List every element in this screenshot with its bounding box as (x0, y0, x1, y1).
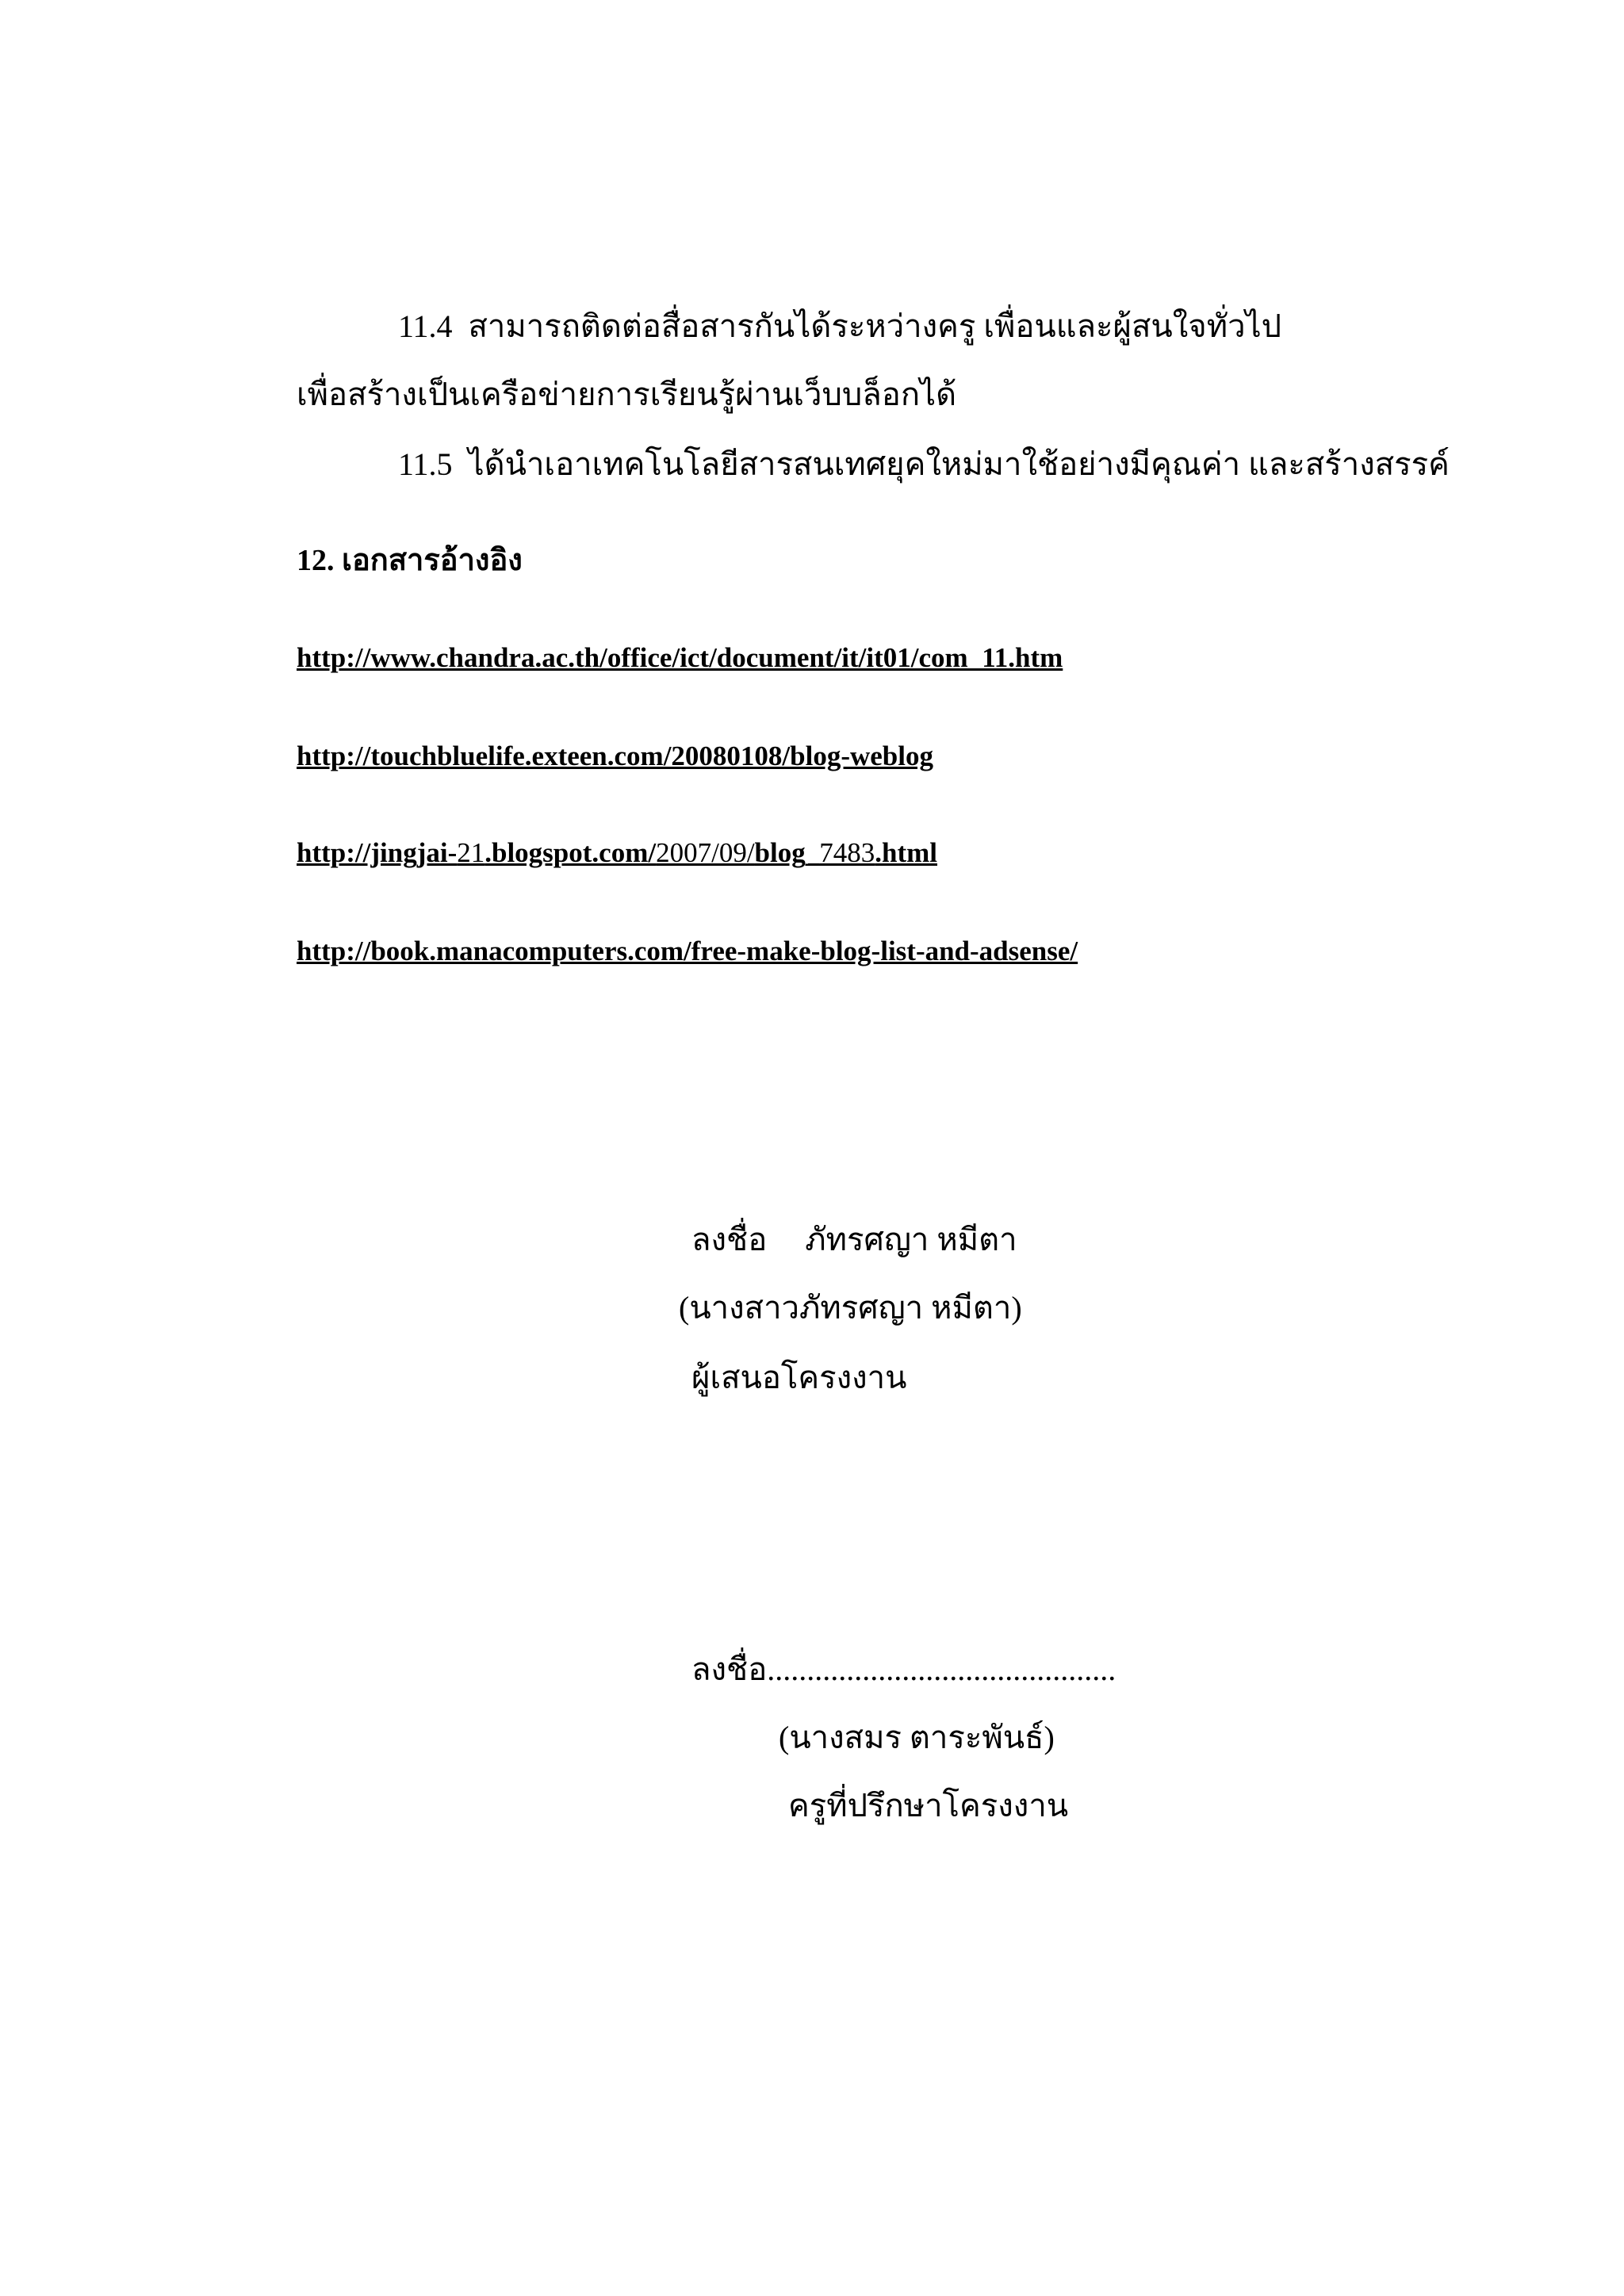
item-11-4-text: สามารถติดต่อสื่อสารกันได้ระหว่างครู เพื่อนและผู้สนใจทั่วไป (468, 308, 1282, 344)
item-11-5 (398, 446, 1450, 482)
reference-link-part: 21 (457, 837, 485, 868)
reference-link-part: .html (875, 837, 937, 868)
reference-link-part: 7483 (819, 837, 875, 868)
reference-link-part: blog_ (754, 837, 820, 868)
proposer-sign-label: ลงชื่อ (691, 1222, 768, 1257)
advisor-full-name: (นางสมร ตาระพันธ์) (779, 1720, 1055, 1755)
proposer-role: ผู้เสนอโครงงาน (691, 1360, 907, 1395)
proposer-full-name: (นางสาวภัทรศญา หมีตา) (679, 1290, 1022, 1326)
advisor-signature-line: ลงชื่อ............................................ (691, 1651, 1116, 1687)
item-11-4-number: 11.4 (398, 308, 453, 344)
reference-link-part: 2007/09/ (656, 837, 755, 868)
references-heading: 12. เอกสารอ้างอิง (297, 544, 523, 577)
reference-link-part: .blogspot.com/ (485, 837, 657, 868)
item-11-5-number: 11.5 (398, 446, 453, 482)
item-11-4-continuation: เพื่อสร้างเป็นเครือข่ายการเรียนรู้ผ่านเว็บบล็อกได้ (297, 377, 957, 412)
proposer-sign-name: ภัทรศญา หมีตา (805, 1222, 1017, 1257)
reference-link[interactable] (297, 839, 937, 867)
item-11-4 (398, 308, 1282, 344)
advisor-role: ครูที่ปรึกษาโครงงาน (788, 1788, 1069, 1823)
reference-link-part: http://jingjai- (297, 837, 458, 868)
reference-link[interactable]: http://touchbluelife.exteen.com/20080108/blog-weblog (297, 740, 934, 771)
proposer-signature-line (691, 1224, 1017, 1256)
item-11-5-text: ได้นำเอาเทคโนโลยีสารสนเทศยุคใหม่มาใช้อย่างมีคุณค่า และสร้างสรรค์ (468, 446, 1450, 482)
reference-link[interactable]: http://www.chandra.ac.th/office/ict/document/it/it01/com_11.htm (297, 642, 1063, 673)
reference-link[interactable]: http://book.manacomputers.com/free-make-blog-list-and-adsense/ (297, 936, 1078, 966)
